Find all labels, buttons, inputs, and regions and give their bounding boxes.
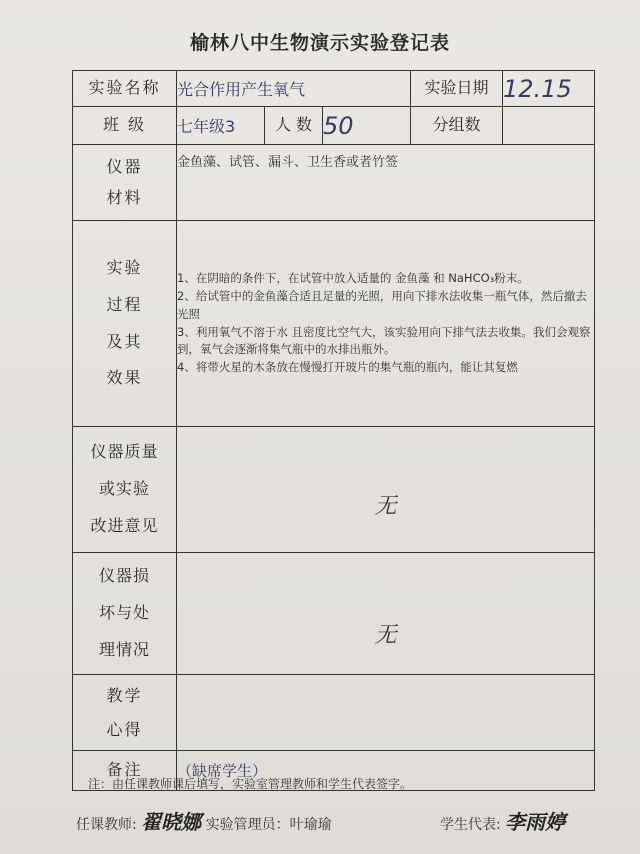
procedure-step: 3、利用氧气不溶于水 且密度比空气大，该实验用向下排气法去收集。我们会观察到，氧气会逐渐将集气瓶中的水排出瓶外。 [177,324,591,357]
row-procedure [73,221,595,427]
procedure-step: 1、在阴暗的条件下，在试管中放入适量的 金鱼藻 和 NaHCO₃粉末。 [177,271,529,286]
reflection-label [73,675,177,751]
student-label: 学生代表: [440,817,501,833]
procedure-label-line: 及其 [106,331,143,351]
row-reflection [73,675,595,751]
quality-label [73,427,177,553]
row-equipment [73,145,595,221]
procedure-step: 4、将带火星的木条放在慢慢打开玻片的集气瓶的瓶内，能让其复燃 [177,360,518,375]
remarks-value: （缺席学生） [177,751,595,791]
row-damage [73,553,595,675]
lab-manager-text: 实验管理员：叶瑜瑜 [205,817,332,833]
group-count-value [503,107,595,145]
student-signature-block [440,806,565,835]
reflection-label-line: 心得 [106,719,143,739]
reflection-label-line: 教学 [106,685,143,705]
teacher-signature: 翟晓娜 [141,810,202,834]
form-title: 榆林八中生物演示实验登记表 [189,32,450,54]
teacher-label: 任课教师: [76,817,137,833]
procedure-label [73,221,177,427]
footer-note: 注：由任课教师课后填写，实验室管理教师和学生代表签字。 [88,777,413,791]
row-class [73,107,595,145]
damage-label-line: 仪器损 [98,566,150,586]
equipment-label-line2: 材料 [106,187,143,207]
student-count-label: 人 数 [265,107,323,145]
class-label: 班 级 [73,107,177,145]
row-quality [73,427,595,553]
experiment-date-value: 12.15 [503,71,595,107]
quality-label-line: 仪器质量 [90,442,159,462]
experiment-date-label: 实验日期 [411,71,503,107]
reflection-value [177,675,595,751]
experiment-form-table [72,70,595,791]
procedure-steps [177,221,595,427]
damage-label-line: 坏与处 [98,603,150,623]
equipment-value: 金鱼藻、试管、漏斗、卫生香或者竹签 [177,145,595,221]
group-count-label: 分组数 [411,107,503,145]
experiment-name-value: 光合作用产生氧气 [177,71,411,107]
row-experiment-name [73,71,595,107]
procedure-label-line: 实验 [106,257,143,277]
equipment-label [73,145,177,221]
quality-value: 无 [177,427,595,553]
procedure-step: 2、给试管中的金鱼藻合适且足量的光照，用向下排水法收集一瓶气体，然后撤去光照 [177,288,587,321]
student-signature: 李雨婷 [505,810,566,834]
procedure-label-line: 效果 [106,368,143,388]
class-value: 七年级3 [177,107,265,145]
experiment-name-label: 实验名称 [73,71,177,107]
quality-label-line: 或实验 [98,479,150,499]
equipment-label-line1: 仪器 [106,157,143,177]
quality-label-line: 改进意见 [90,515,159,535]
student-count-value: 50 [323,107,411,145]
damage-label [73,553,177,675]
procedure-label-line: 过程 [106,294,143,314]
damage-value: 无 [177,553,595,675]
damage-label-line: 理情况 [98,639,150,659]
remarks-label: 备注 [73,751,177,791]
teacher-signature-block [76,806,332,835]
